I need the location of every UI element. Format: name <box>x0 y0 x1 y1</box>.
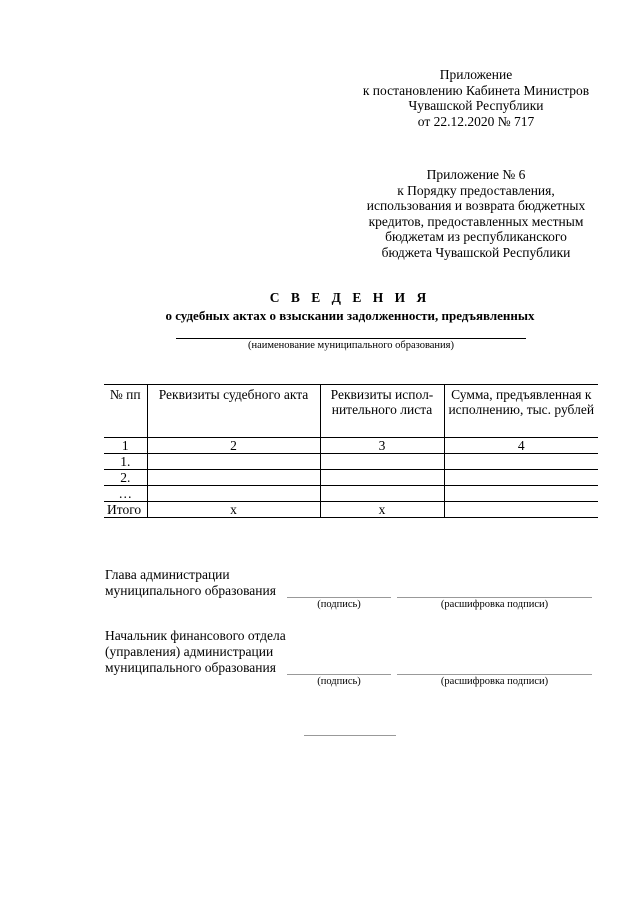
signature-head-line2: муниципального образования <box>105 583 276 598</box>
header-line: Приложение <box>439 67 513 82</box>
header-writ: Реквизиты испол- нительного листа <box>320 385 444 438</box>
header-block <box>340 67 612 129</box>
appendix-line: кредитов, предоставленных местным <box>368 213 584 229</box>
court-acts-table <box>104 384 598 518</box>
header-court-act: Реквизиты судебного акта <box>147 385 320 438</box>
numbering-row <box>104 438 598 454</box>
signature-finance-line3: муниципального образования <box>105 660 276 675</box>
table-cell <box>444 454 598 470</box>
signature-finance-line2: (управления) администрации <box>105 644 274 659</box>
appendix-line: бюджета Чувашской Республики <box>381 244 571 260</box>
header-line: Чувашской Республики <box>408 98 544 113</box>
table-cell <box>147 486 320 502</box>
appendix-block <box>340 167 612 260</box>
signature-head-line1: Глава администрации <box>105 567 230 582</box>
table-row <box>104 454 598 470</box>
table-cell <box>147 454 320 470</box>
signature-decode-field[interactable] <box>397 597 592 598</box>
table-cell <box>444 470 598 486</box>
header-line: от 22.12.2020 № 717 <box>417 113 535 129</box>
document-subtitle: о судебных актах о взыскании задолженности, предъявленных <box>165 308 535 323</box>
appendix-line: Приложение № 6 <box>426 167 526 182</box>
sign-caption: (подпись) <box>317 676 361 687</box>
table-cell <box>320 486 444 502</box>
table-cell: 2. <box>104 470 147 486</box>
table-cell: … <box>104 486 147 502</box>
table-cell <box>444 502 598 518</box>
total-label: Итого <box>104 502 147 518</box>
table-cell: х <box>147 502 320 518</box>
appendix-line: к Порядку предоставления, <box>397 182 555 198</box>
table-header-row <box>104 385 598 438</box>
decode-caption: (расшифровка подписи) <box>440 599 549 610</box>
sign-caption: (подпись) <box>317 599 361 610</box>
closing-divider <box>304 735 396 736</box>
table-row <box>104 486 598 502</box>
total-row <box>104 502 598 518</box>
appendix-line: использования и возврата бюджетных <box>366 198 586 213</box>
table-cell <box>320 470 444 486</box>
header-line: к постановлению Кабинета Министров <box>362 82 590 98</box>
header-amount: Сумма, предъявленная к исполнению, тыс. рублей <box>444 385 598 438</box>
municipality-caption: (наименование муниципального образования) <box>247 340 455 351</box>
table-cell: 1. <box>104 454 147 470</box>
table-cell: 2 <box>147 438 320 454</box>
signature-field[interactable] <box>287 597 391 598</box>
signature-field[interactable] <box>287 674 391 675</box>
signature-finance-line1: Начальник финансового отдела <box>105 628 286 643</box>
table-cell <box>147 470 320 486</box>
document-title: С В Е Д Е Н И Я <box>269 290 431 305</box>
signature-head-block <box>105 567 276 599</box>
table-cell: 1 <box>104 438 147 454</box>
table-cell <box>444 486 598 502</box>
table-row <box>104 470 598 486</box>
header-number: № пп <box>104 385 147 438</box>
table-cell: 4 <box>444 438 598 454</box>
municipality-line <box>176 338 526 339</box>
table-cell: х <box>320 502 444 518</box>
table-cell: 3 <box>320 438 444 454</box>
signature-decode-field[interactable] <box>397 674 592 675</box>
signature-finance-block <box>105 628 286 676</box>
table-cell <box>320 454 444 470</box>
appendix-line: бюджетам из республиканского <box>385 229 567 244</box>
decode-caption: (расшифровка подписи) <box>440 676 549 687</box>
